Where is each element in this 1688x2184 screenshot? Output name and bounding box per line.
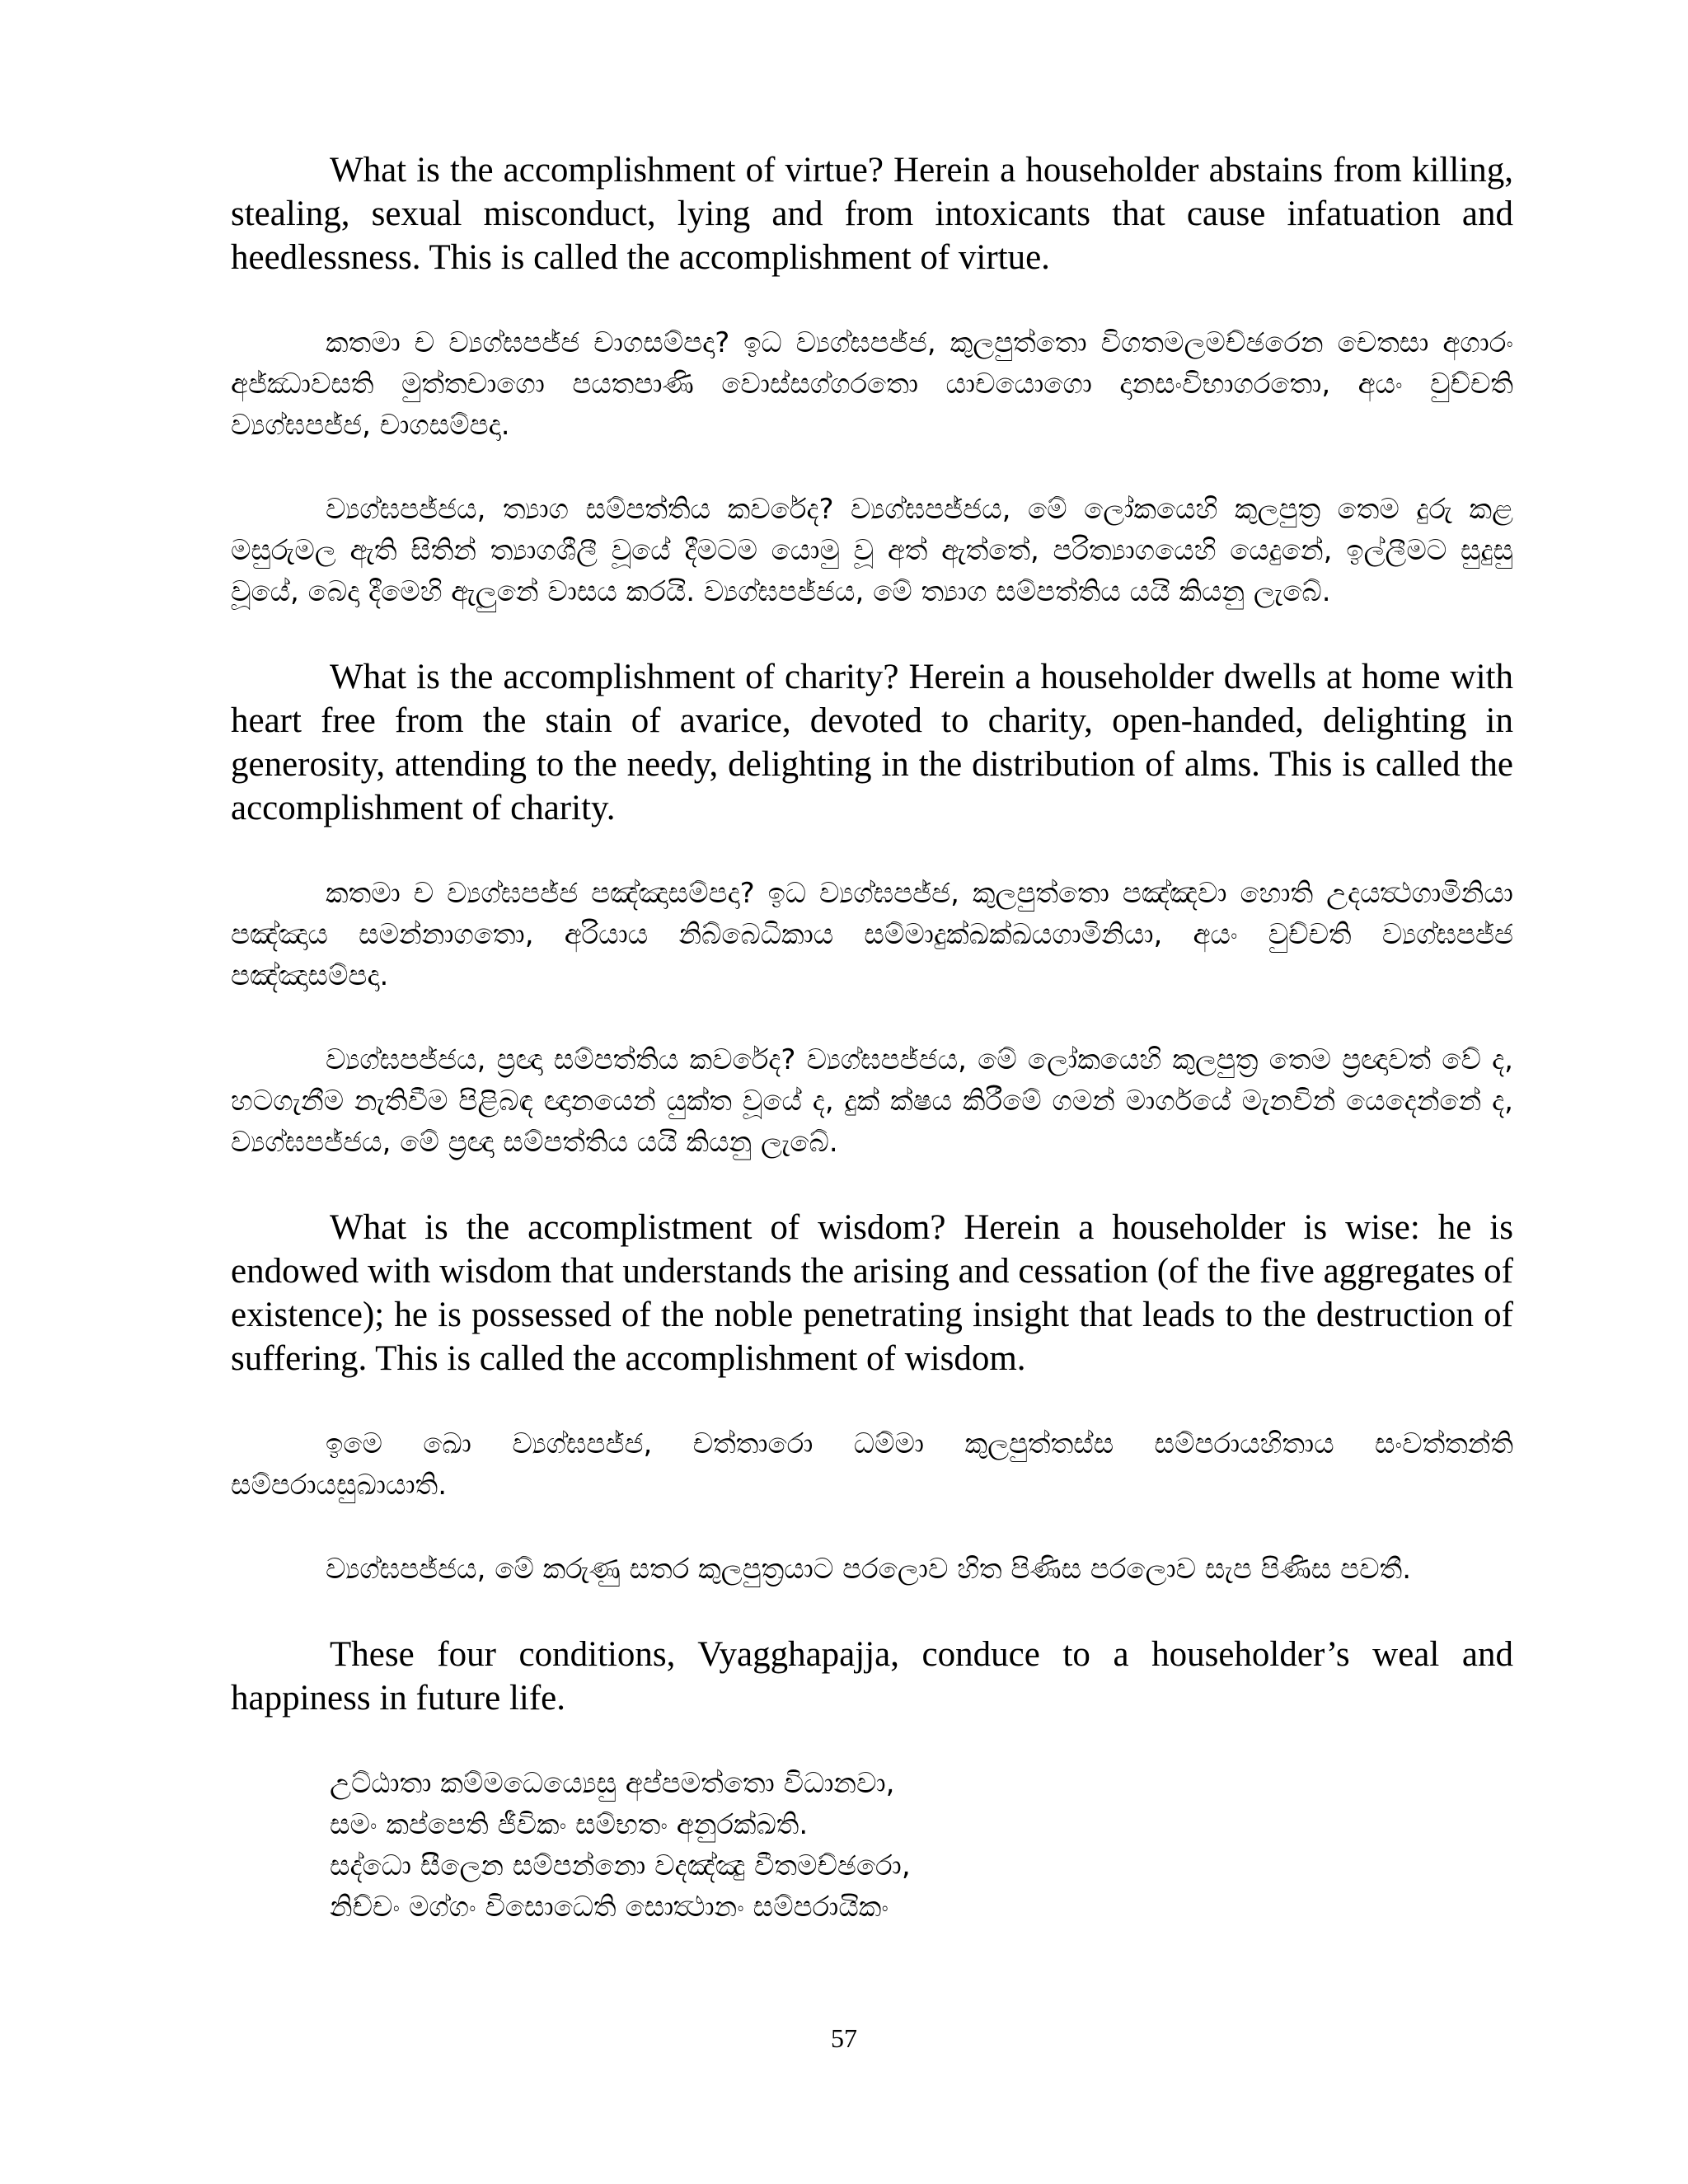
verse-line: සමං කප්පෙති ජීවිකං සම්භතං අනුරක්ඛති. bbox=[330, 1808, 809, 1841]
paragraph-wisdom-english: What is the accomplistment of wisdom? Herein a householder is wise: he is endowed with wisdom that understands the arising and cessation (of the five aggregates of existence); he is possessed of the noble penetrating insight that leads to the destruction of suffering. This is called the accomplishment of wisdom. bbox=[231, 1208, 1513, 1378]
verse-line: සද්ධො සීලෙන සම්පන්නො වදඤ්ඤු වීතමච්ඡරො, bbox=[330, 1849, 911, 1882]
spacer bbox=[231, 446, 1513, 489]
spacer bbox=[231, 279, 1513, 322]
paragraph-wisdom-pali: කතමා ච ව්‍යග්ඝපජ්ජ පඤ්ඤාසම්පදා? ඉධ ව්‍යග්ඝපජ්ජ, කුලපුත්තො පඤ්ඤවා හොති උදයත්‍ථගාමිනියා පඤ්ඤාය සමන්නාගතො, අරියාය නිබ්බෙධිකාය සම්මාදුක්ඛක්ඛයගාමිනියා, අයං වුච්චති ව්‍යග්ඝපජ්ජ පඤ්ඤාසම්පදා. bbox=[231, 877, 1513, 992]
document-page bbox=[231, 148, 1513, 1928]
spacer bbox=[231, 1720, 1513, 1763]
paragraph-wisdom-sinhala: ව්‍යග්ඝපජ්ජය, ප්‍රඥා සම්පත්තිය කවරේද? ව්‍යග්ඝපජ්ජය, මේ ලෝකයෙහි කුලපුත්‍ර තෙම ප්‍රඥාවත් වේ ද, හටගැනීම නැතිවීම පිළිබඳ ඥානයෙන් යුක්ත වූයේ ද, දුක් ක්ෂය කිරීමේ ගමන් මාර්ගයේ මැනවින් යෙදෙන්නේ ද, ව්‍යග්ඝපජ්ජය, මේ ප්‍රඥා සම්පත්තිය යයි කියනු ලැබේ. bbox=[231, 1043, 1513, 1159]
spacer bbox=[231, 1163, 1513, 1206]
paragraph-conditions-sinhala: ව්‍යග්ඝපජ්ජය, මේ කරුණු සතර කුලපුත්‍රයාට පරලොව හිත පිණිස පරලොව සැප පිණිස පවතී. bbox=[326, 1553, 1411, 1586]
verse-block bbox=[231, 1763, 1513, 1928]
paragraph-charity-english: What is the accomplishment of charity? Herein a householder dwells at home with heart free from the stain of avarice, devoted to charity, open-handed, delighting in generosity, attending to the needy, delighting in the distribution of alms. This is called the accomplishment of charity. bbox=[231, 658, 1513, 827]
page-number: 57 bbox=[831, 2023, 857, 2053]
spacer bbox=[231, 996, 1513, 1039]
spacer bbox=[231, 1590, 1513, 1633]
verse-line: උට්ඨාතා කම්මධෙය්‍යෙසු අප්පමත්තො විධානවා, bbox=[330, 1767, 895, 1800]
paragraph-conditions-english: These four conditions, Vyagghapajja, conduce to a householder’s weal and happiness in future life. bbox=[231, 1635, 1513, 1718]
paragraph-virtue-english: What is the accomplishment of virtue? Herein a householder abstains from killing, stealing, sexual misconduct, lying and from intoxicants that cause infatuation and heedlessness. This is called the accomplishment of virtue. bbox=[231, 151, 1513, 277]
spacer bbox=[231, 830, 1513, 873]
paragraph-conditions-pali: ඉමෙ ඛො ව්‍යග්ඝපජ්ජ, චත්තාරො ධම්මා කුලපුත්තස්ස සම්පරායහිතාය සංවත්තන්ති සම්පරායසුඛායාති. bbox=[231, 1427, 1513, 1502]
verse-line: නිච්චං මග්ගං විසොධෙති සොත්‍ථානං සම්පරායිකං bbox=[330, 1891, 889, 1924]
spacer bbox=[231, 1506, 1513, 1549]
spacer bbox=[231, 1380, 1513, 1423]
paragraph-charity-sinhala: ව්‍යග්ඝපජ්ජය, ත්‍යාග සම්පත්තිය කවරේද? ව්‍යග්ඝපජ්ජය, මේ ලෝකයෙහි කුලපුත්‍ර තෙම දුරු කළ මසුරුමල ඇති සිතින් ත්‍යාගශීලී වූයේ දීමටම යොමු වූ අත් ඇත්තේ, පරිත්‍යාගයෙහි යෙදුනේ, ඉල්ලීමට සුදුසු වූයේ, බෙදා දීමෙහි ඇලුනේ වාසය කරයි. ව්‍යග්ඝපජ්ජය, මේ ත්‍යාග සම්පත්තිය යයි කියනු ලැබේ. bbox=[231, 493, 1513, 608]
spacer bbox=[231, 612, 1513, 655]
paragraph-charity-pali: කතමා ච ව්‍යග්ඝපජ්ජ චාගසම්පදා? ඉධ ව්‍යග්ඝපජ්ජ, කුලපුත්තො විගතමලමච්ඡරෙන චෙතසා අගාරං අජ්ඣාවසති මුත්තචාගො පයතපාණි වොස්සග්ගරතො යාචයොගො දානසංවිභාගරතො, අයං වුච්චති ව්‍යග්ඝපජ්ජ, චාගසම්පදා. bbox=[231, 326, 1513, 442]
